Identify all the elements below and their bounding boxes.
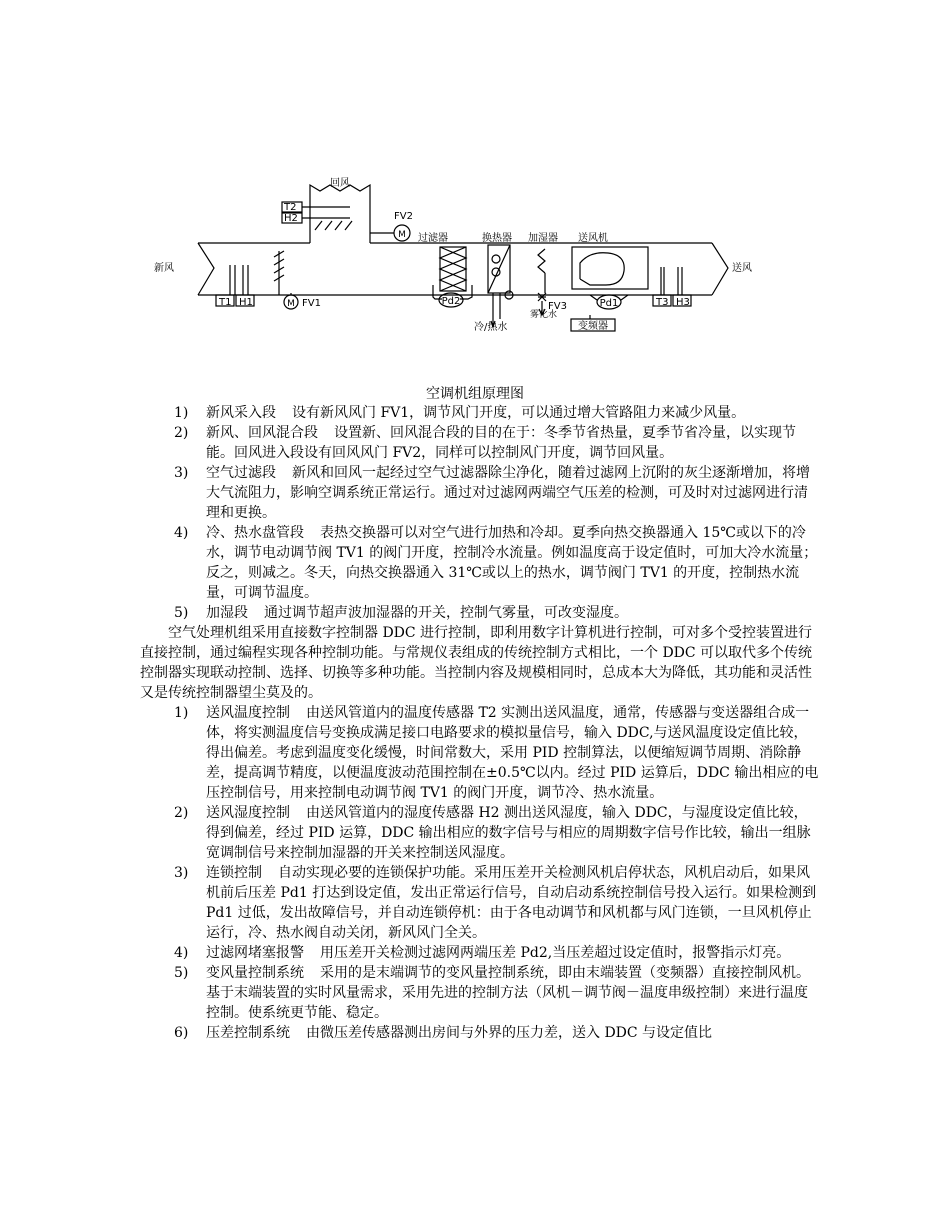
supply-air-label: 送风: [732, 263, 752, 274]
h2-label: H2: [284, 213, 298, 224]
pd1-label: Pd1: [599, 298, 619, 309]
list-number: 4): [174, 945, 189, 961]
list-item-title: 送风湿度控制: [206, 805, 290, 821]
list-item: [140, 463, 820, 523]
fv1-label: FV1: [302, 298, 321, 309]
list-item-title: 送风温度控制: [206, 705, 290, 721]
list-item: [140, 1023, 820, 1043]
fv1-motor-label: M: [287, 299, 295, 309]
list-item-body: 由微压差传感器测出房间与外界的压力差，送入 DDC 与设定值比: [306, 1025, 713, 1041]
list-item-title: 过滤网堵塞报警: [206, 945, 304, 961]
list-number: 4): [174, 525, 189, 541]
t1-label: T1: [219, 297, 232, 308]
list-item: [140, 403, 820, 423]
list-item-body: 设有新风风门 FV1，调节风门开度，可以通过增大管路阻力来减少风量。: [292, 405, 746, 421]
air-handling-sections-list: [140, 403, 820, 623]
list-number: 1): [174, 705, 189, 721]
list-number: 2): [174, 425, 189, 441]
list-item: [140, 803, 820, 863]
list-item-body: 自动实现必要的连锁保护功能。采用压差开关检测风机启停状态，风机启动后，如果风机前后压差 Pd1 打达到设定值，发出正常运行信号，自动启动系统控制信号投入运行。如果检测到 Pd1 过低，发出故障信号，并自动连锁停机：由于各电动调节和风机都与风门连锁，一旦风机停止运行，冷、热水阀自动关闭，新风风门全关。: [206, 865, 817, 941]
list-number: 1): [174, 405, 189, 421]
humidifier-nozzle: [538, 249, 545, 273]
pd2-label: Pd2: [441, 296, 461, 307]
ahu-schematic-diagram: [150, 175, 790, 355]
humidifier-label: 加湿器: [528, 233, 558, 244]
list-item-title: 空气过滤段: [206, 465, 276, 481]
list-number: 2): [174, 805, 189, 821]
list-item-title: 连锁控制: [206, 865, 262, 881]
list-item: [140, 963, 820, 1023]
vfd-label: 变频器: [578, 321, 608, 332]
fv2-label: FV2: [394, 211, 413, 222]
list-item-title: 新风采入段: [206, 405, 276, 421]
supply-air-outlet-arrow: [712, 243, 728, 295]
atomized-water-label: 雾化水: [530, 310, 558, 320]
supply-fan-scroll: [580, 253, 624, 285]
h1-label: H1: [239, 297, 253, 308]
control-functions-list: [140, 703, 820, 1043]
fresh-air-inlet-arrow: [198, 243, 214, 295]
list-number: 5): [174, 965, 189, 981]
return-air-duct: [310, 185, 370, 243]
list-item-body: 表热交换器可以对空气进行加热和冷却。夏季向热交换器通入 15℃或以下的冷水，调节电动调节阀 TV1 的阀门开度，控制冷水流量。例如温度高于设定值时，可加大冷水流量；反之，则减之。冬天，向热交换器通入 31℃或以上的热水，调节阀门 TV1 的开度，控制热水流量，可调节温度。: [206, 525, 818, 601]
fv2-motor-label: M: [398, 230, 406, 240]
list-item: [140, 523, 820, 603]
list-number: 5): [174, 605, 189, 621]
h3-label: H3: [676, 297, 690, 308]
list-item-body: 用压差开关检测过滤网两端压差 Pd2,当压差超过设定值时，报警指示灯亮。: [320, 945, 791, 961]
list-item-title: 加湿段: [206, 605, 248, 621]
supply-fan-label: 送风机: [578, 233, 608, 244]
figure-caption: 空调机组原理图: [426, 386, 524, 402]
heat-exchanger-label: 换热器: [482, 233, 512, 244]
list-item-title: 变风量控制系统: [206, 965, 304, 981]
cold-hot-water-label: 冷/热水: [474, 322, 508, 333]
ddc-paragraph: 空气处理机组采用直接数字控制器 DDC 进行控制，即利用数字计算机进行控制，可对多个受控装置进行直接控制，通过编程实现各种控制功能。与常规仪表组成的传统控制方式相比，一个 DDC 可以取代多个传统控制器实现联动控制、选择、切换等多种功能。当控制内容及规模相同时，总成本大为降低，其功能和灵活性又是传统控制器望尘莫及的。: [140, 625, 813, 701]
filter-label: 过滤器: [418, 233, 448, 244]
list-item-title: 新风、回风混合段: [206, 425, 318, 441]
list-item-title: 冷、热水盘管段: [206, 525, 304, 541]
list-item: [140, 423, 820, 463]
list-item-body: 通过调节超声波加湿器的开关，控制气雾量，可改变湿度。: [264, 605, 628, 621]
list-item: [140, 863, 820, 943]
list-item: [140, 703, 820, 803]
list-item-title: 压差控制系统: [206, 1025, 290, 1041]
list-number: 3): [174, 465, 189, 481]
list-item: [140, 603, 820, 623]
list-item-body: 由送风管道内的温度传感器 T2 实测出送风温度，通常，传感器与变送器组合成一体，将实测温度信号变换成满足接口电路要求的模拟量信号，输入 DDC,与送风温度设定值比较，得出偏差。考虑到温度变化缓慢，时间常数大，采用 PID 控制算法，以便缩短调节周期、消除静差，提高调节精度，以便温度波动范围控制在±0.5℃以内。经过 PID 运算后，DDC 输出相应的电压控制信号，用来控制电动调节阀 TV1 的阀门开度，调节冷、热水流量。: [206, 705, 819, 801]
list-number: 3): [174, 865, 189, 881]
fv3-label: FV3: [548, 301, 567, 312]
filter-box: [440, 247, 466, 291]
list-item-body: 采用的是末端调节的变风量控制系统，即由末端装置（变频器）直接控制风机。基于末端装置的实时风量需求，采用先进的控制方法（风机－调节阀－温度串级控制）来进行温度控制。使系统更节能、稳定。: [206, 965, 810, 1021]
list-item-body: 设置新、回风混合段的目的在于：冬季节省热量，夏季节省冷量，以实现节能。回风进入段设有回风风门 FV2，同样可以控制风门开度，调节回风量。: [206, 425, 796, 461]
list-item-body: 新风和回风一起经过空气过滤器除尘净化，随着过滤网上沉附的灰尘逐渐增加，将增大气流阻力，影响空调系统正常运行。通过对过滤网两端空气压差的检测，可及时对过滤网进行清理和更换。: [206, 465, 810, 521]
t2-label: T2: [284, 202, 297, 213]
list-item: [140, 943, 820, 963]
list-item-body: 由送风管道内的湿度传感器 H2 测出送风湿度，输入 DDC，与湿度设定值比较，得到偏差，经过 PID 运算，DDC 输出相应的数字信号与相应的周期数字信号作比较，输出一组脉宽调制信号来控制加湿器的开关来控制送风湿度。: [206, 805, 811, 861]
return-air-label: 回风: [330, 178, 350, 189]
fresh-air-label: 新风: [154, 263, 174, 274]
document-body: [140, 403, 820, 1043]
list-number: 6): [174, 1025, 189, 1041]
t3-label: T3: [656, 297, 669, 308]
